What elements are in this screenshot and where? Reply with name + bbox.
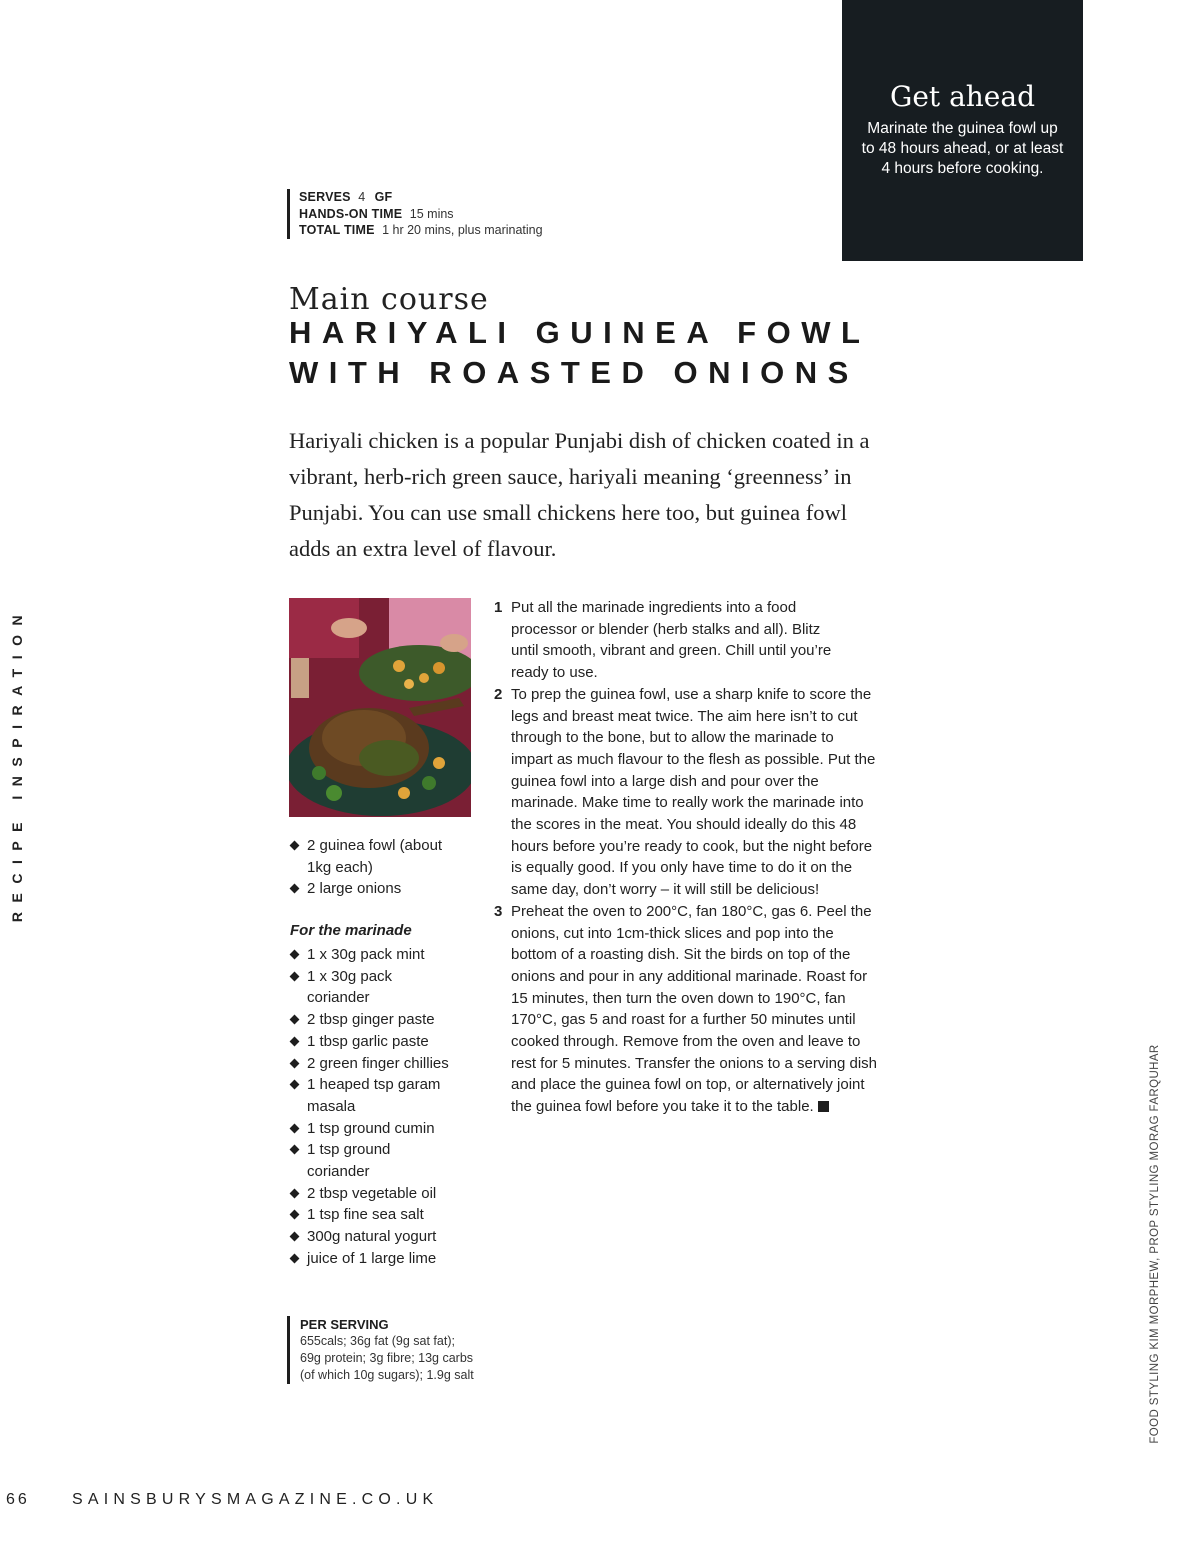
marinade-item: 1 x 30g pack mint bbox=[290, 944, 470, 966]
get-ahead-title: Get ahead bbox=[889, 80, 1035, 113]
marinade-item: 1 tbsp garlic paste bbox=[290, 1031, 470, 1053]
step-text: Preheat the oven to 200°C, fan 180°C, gas 6. Peel the onions, cut into 1cm-thick slices and pop into the bottom of a roasting dish. Sit the birds on top of the onions and pour in any additional marinade. Roast for 15 minutes, then turn the oven down to 190°C, fan 170°C, gas 5 and roast for a further 50 minutes until cooked through. Remove from the oven and leave to rest for 5 minutes. Transfer the onions to a serving dish and place the guinea fowl on top, or alternatively joint the guinea fowl before you take it to the table. bbox=[511, 902, 878, 1116]
page-number: 66 bbox=[6, 1491, 30, 1508]
hands-on-value: 15 mins bbox=[409, 206, 454, 221]
marinade-item: 2 tbsp vegetable oil bbox=[290, 1183, 470, 1205]
marinade-item: 1 heaped tsp garam masala bbox=[290, 1074, 470, 1117]
nutrition-line: 655cals; 36g fat (9g sat fat); bbox=[300, 1334, 455, 1348]
recipe-category: Main course bbox=[289, 282, 489, 317]
marinade-item: 1 x 30g pack coriander bbox=[290, 966, 470, 1009]
marinade-item: 1 tsp ground coriander bbox=[290, 1139, 470, 1182]
get-ahead-text: Marinate the guinea fowl up to 48 hours ahead, or at least 4 hours before cooking. bbox=[861, 120, 1064, 177]
roast-guinea-fowl-photo bbox=[289, 598, 471, 817]
section-side-label: RECIPE INSPIRATION bbox=[9, 605, 25, 923]
recipe-title bbox=[289, 313, 870, 393]
step-number: 3 bbox=[494, 902, 503, 920]
marinade-item: 2 tbsp ginger paste bbox=[290, 1009, 470, 1031]
nutrition-line: 69g protein; 3g fibre; 13g carbs bbox=[300, 1351, 474, 1365]
step-text: To prep the guinea fowl, use a sharp knife to score the legs and breast meat twice. The aim here isn’t to cut through to the bone, but to allow the marinade to impart as much flavour to the flesh as possible. Put the guinea fowl into a large dish and pour over the marinade. Make time to really work the marinade into the scores in the meat. You should ideally do this 48 hours before you’re ready to cook, but the night before is equally good. If you only have time to do it on the same day, don’t worry – it will still be delicious! bbox=[511, 685, 876, 899]
hands-on-label: HANDS-ON TIME bbox=[299, 206, 403, 221]
step-number: 1 bbox=[494, 599, 503, 616]
step-text: Put all the marinade ingredients into a food processor or blender (herb stalks and all). Blitz until smooth, vibrant and green. Chill until you’re ready to use. bbox=[511, 599, 832, 682]
marinade-item: 300g natural yogurt bbox=[290, 1226, 470, 1248]
end-mark-icon bbox=[818, 1101, 829, 1112]
step-number: 2 bbox=[494, 685, 503, 703]
title-line-2: WITH ROASTED ONIONS bbox=[289, 355, 859, 390]
get-ahead-panel bbox=[842, 0, 1083, 261]
ingredient-item: 2 guinea fowl (about 1kg each) bbox=[290, 835, 480, 878]
per-serving-nutrition bbox=[287, 1316, 474, 1384]
nutrition-line: (of which 10g sugars); 1.9g salt bbox=[300, 1368, 474, 1382]
marinade-list bbox=[290, 944, 470, 1270]
method-step bbox=[494, 684, 894, 901]
photo-credits: FOOD STYLING KIM MORPHEW, PROP STYLING MORAG FARQUHAR bbox=[1149, 1044, 1161, 1444]
method-steps bbox=[494, 597, 894, 1118]
method-step bbox=[494, 597, 894, 684]
nutrition-heading: PER SERVING bbox=[300, 1317, 389, 1332]
recipe-meta bbox=[287, 189, 543, 239]
total-time-value: 1 hr 20 mins, plus marinating bbox=[382, 223, 543, 237]
photo-illustration bbox=[289, 598, 471, 817]
ingredient-item: 2 large onions bbox=[290, 878, 480, 900]
total-time-label: TOTAL TIME bbox=[299, 223, 375, 237]
serves-value: 4 bbox=[358, 190, 366, 204]
marinade-item: 1 tsp fine sea salt bbox=[290, 1204, 470, 1226]
method-step bbox=[494, 901, 894, 1118]
marinade-item: 1 tsp ground cumin bbox=[290, 1118, 470, 1140]
marinade-item: juice of 1 large lime bbox=[290, 1248, 470, 1270]
marinade-heading: For the marinade bbox=[290, 922, 412, 939]
recipe-intro: Hariyali chicken is a popular Punjabi dish of chicken coated in a vibrant, herb-rich green sauce, hariyali meaning ‘greenness’ in Punjabi. You can use small chickens here too, but guinea fowl adds an extra level of flavour. bbox=[289, 428, 870, 561]
website-url: SAINSBURYSMAGAZINE.CO.UK bbox=[72, 1491, 439, 1508]
title-line-1: HARIYALI GUINEA FOWL bbox=[289, 315, 871, 350]
diet-badge: GF bbox=[374, 190, 393, 204]
serves-label: SERVES bbox=[299, 190, 351, 204]
marinade-item: 2 green finger chillies bbox=[290, 1053, 470, 1075]
ingredients-list bbox=[290, 835, 480, 900]
